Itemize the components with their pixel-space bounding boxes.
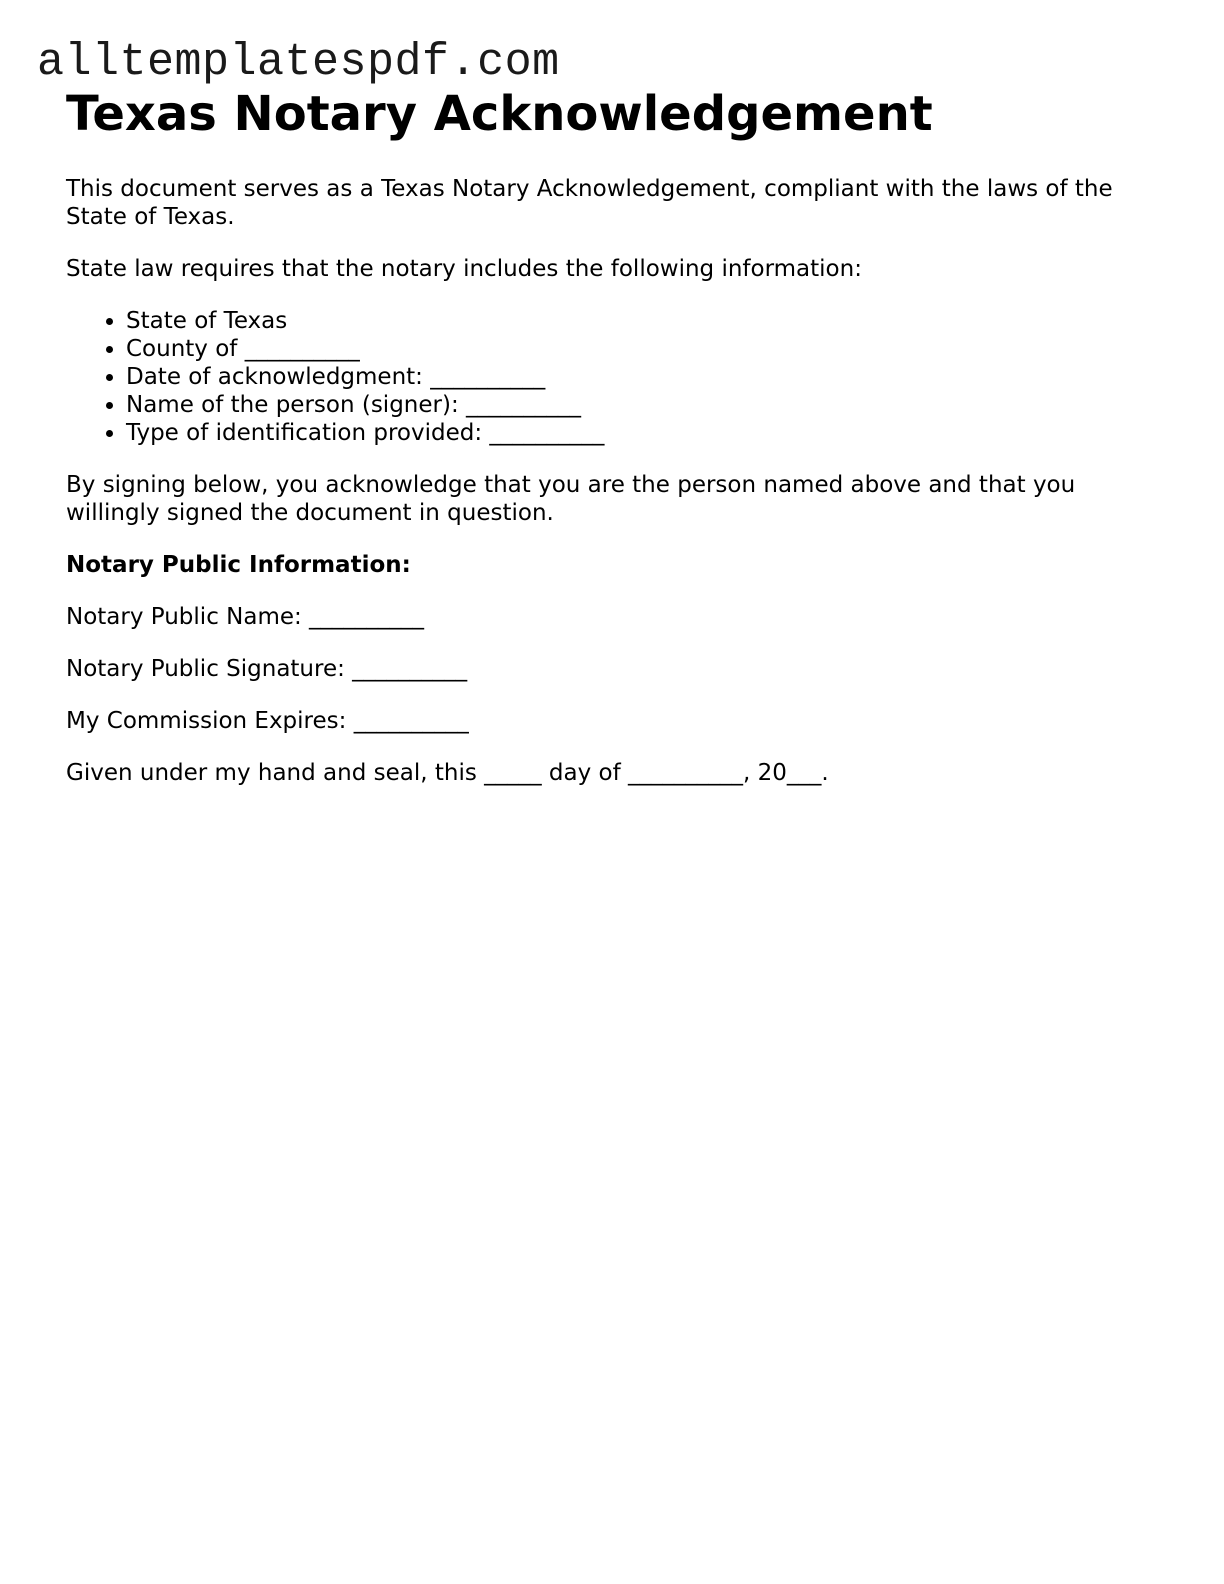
- list-item: • Type of identification provided: __________: [126, 419, 1166, 447]
- document-title: Texas Notary Acknowledgement: [66, 86, 933, 142]
- notary-heading: Notary Public Information:: [66, 552, 411, 578]
- document-body: [66, 84, 1166, 787]
- list-item: • Date of acknowledgment: __________: [126, 363, 1166, 391]
- intro-paragraph: This document serves as a Texas Notary Acknowledgement, compliant with the laws of the State of Texas.: [66, 176, 1113, 230]
- hand-and-seal-line: Given under my hand and seal, this _____ day of __________, 20___.: [66, 760, 829, 786]
- signing-statement: By signing below, you acknowledge that you are the person named above and that you willingly signed the document in question.: [66, 472, 1076, 526]
- list-item: • State of Texas: [126, 307, 1166, 335]
- notary-name-line: Notary Public Name: __________: [66, 604, 425, 630]
- requirement-intro: State law requires that the notary includes the following information:: [66, 256, 862, 282]
- list-item: • Name of the person (signer): __________: [126, 391, 1166, 419]
- list-item: • County of __________: [126, 335, 1166, 363]
- notary-signature-line: Notary Public Signature: __________: [66, 656, 468, 682]
- requirements-list: [66, 307, 1166, 447]
- watermark-text: alltemplatespdf.com: [37, 37, 560, 88]
- commission-expires-line: My Commission Expires: __________: [66, 708, 469, 734]
